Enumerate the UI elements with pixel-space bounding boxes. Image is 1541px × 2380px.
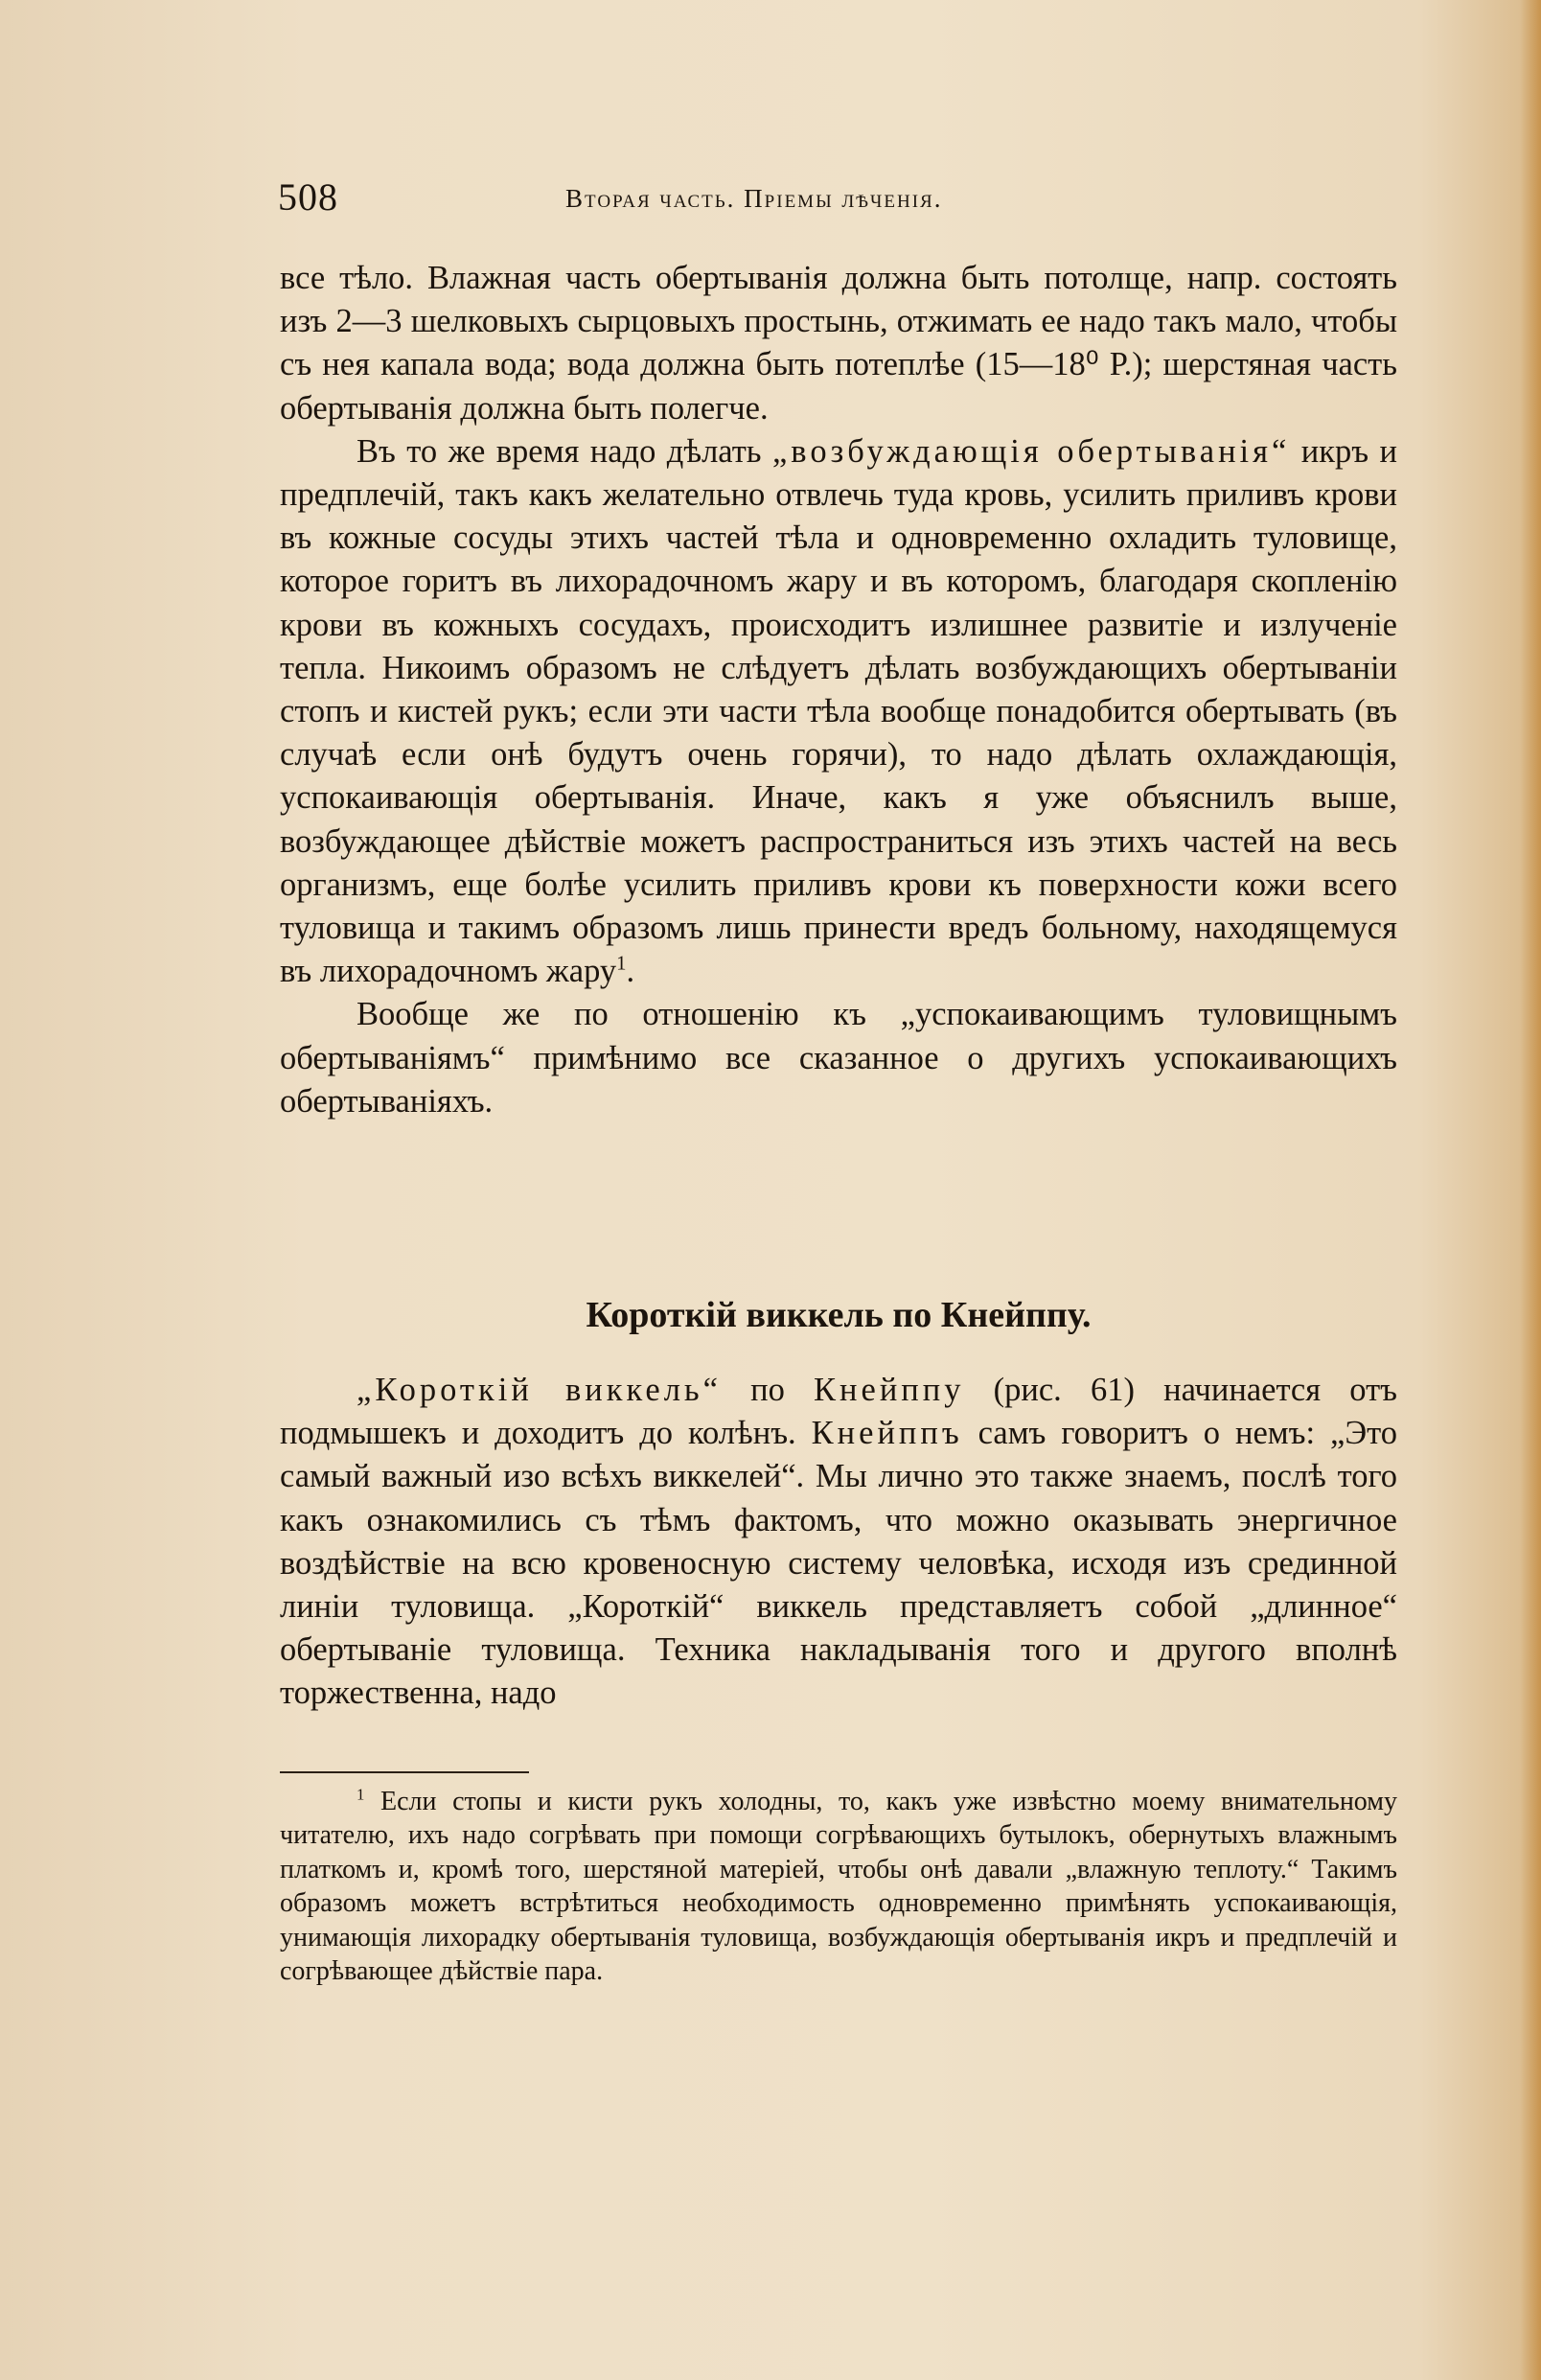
- footnote-reference: 1: [616, 953, 627, 975]
- page-header: [278, 174, 1397, 232]
- paragraph-2: [280, 430, 1397, 994]
- paragraph-2-spaced-term: „возбуждающія обертыванія“: [771, 432, 1291, 470]
- footnote-paragraph: [280, 1785, 1397, 1988]
- footnote-rule: [280, 1771, 529, 1773]
- section-spaced-term-a: „Короткій виккель“: [356, 1372, 722, 1408]
- paragraph-2-text: икръ и предплечій, такъ какъ желательно отвлечь туда кровь, усилить приливъ крови въ кожные сосуды этихъ частей тѣла и одновременно охладить туловище, которое горитъ въ лихорадочномъ жару и въ которомъ, благодаря скопленію крови въ кожныхъ сосудахъ, происходитъ излишнее развитіе и излученіе тепла. Никоимъ образомъ не слѣдуетъ дѣлать возбуждающихъ обертываніи стопъ и кистей рукъ; если эти части тѣла вообще понадобится обертывать (въ случаѣ если онѣ будутъ очень горячи), то надо дѣлать охлаждающія, успокаивающія обертыванія. Иначе, какъ я уже объяснилъ выше, возбуждающее дѣйствіе можетъ распространиться изъ этихъ частей на весь организмъ, еще болѣе усилить приливъ крови къ поверхности кожи всего туловища и такимъ образомъ лишь принести вредъ больному, находящемуся въ лихорадочномъ жару: [280, 432, 1397, 990]
- section-heading: Короткій виккель по Кнейппу.: [586, 1295, 1092, 1335]
- paragraph-1: все тѣло. Влажная часть обертыванія должна быть потолще, напр. состоять изъ 2—3 шелковыхъ сырцовыхъ простынь, отжимать ее надо такъ мало, чтобы съ нея капала вода; вода должна быть потеплѣе (15—18⁰ Р.); шерстяная часть обертыванія должна быть полегче.: [280, 260, 1397, 427]
- section-text-c: самъ говоритъ о немъ: „Это самый важный изо всѣхъ виккелей“. Мы лично это также знаемъ, послѣ того какъ ознакомились съ тѣмъ фактомъ, что можно оказывать энергичное воздѣйствіе на всю кровеносную систему человѣка, исходя изъ срединной линіи туловища. „Короткій“ виккель представляетъ собой „длинное“ обертываніе туловища. Техника накладыванія того и другого вполнѣ торжественна, надо: [280, 1415, 1398, 1712]
- footnote-text: Если стопы и кисти рукъ холодны, то, какъ уже извѣстно моему внимательному читателю, ихъ надо согрѣвать при помощи согрѣвающихъ бутылокъ, обернутыхъ влажнымъ платкомъ и, кромѣ того, шерстяной матеріей, чтобы онѣ давали „влажную теплоту.“ Такимъ образомъ можетъ встрѣтиться необходимость одновременно примѣнять успокаивающія, унимающія лихорадку обертыванія туловища, возбуждающія обертыванія икръ и предплечій и согрѣвающее дѣйствіе пара.: [280, 1787, 1397, 1987]
- section-spaced-term-b: Кнейппу: [814, 1372, 965, 1408]
- paragraph-3: Вообще же по отношенію къ „успокаивающимъ туловищнымъ обертываніямъ“ примѣнимо все сказанное о другихъ успокаивающихъ обертываніяхъ.: [280, 996, 1397, 1120]
- section-text-b: (рис. 61) начинается отъ подмышекъ и доходитъ до колѣнъ.: [280, 1372, 1398, 1452]
- footnote-marker: 1: [356, 1785, 365, 1804]
- page-number: 508: [278, 175, 338, 219]
- paragraph-2-start: Въ то же время надо дѣлать: [356, 432, 772, 470]
- running-head: Вторая часть. Пріемы лѣченія.: [565, 184, 943, 213]
- section-paragraph-1: [280, 1369, 1397, 1716]
- footnote: [280, 1785, 1397, 1988]
- paragraph-2-end: .: [626, 953, 635, 990]
- section-text-a: по: [721, 1372, 815, 1408]
- section-spaced-term-c: Кнейппъ: [811, 1415, 963, 1452]
- section-body-text: [280, 1369, 1397, 1716]
- page-edge-shadow: [1520, 0, 1541, 2380]
- body-text: [280, 257, 1397, 1123]
